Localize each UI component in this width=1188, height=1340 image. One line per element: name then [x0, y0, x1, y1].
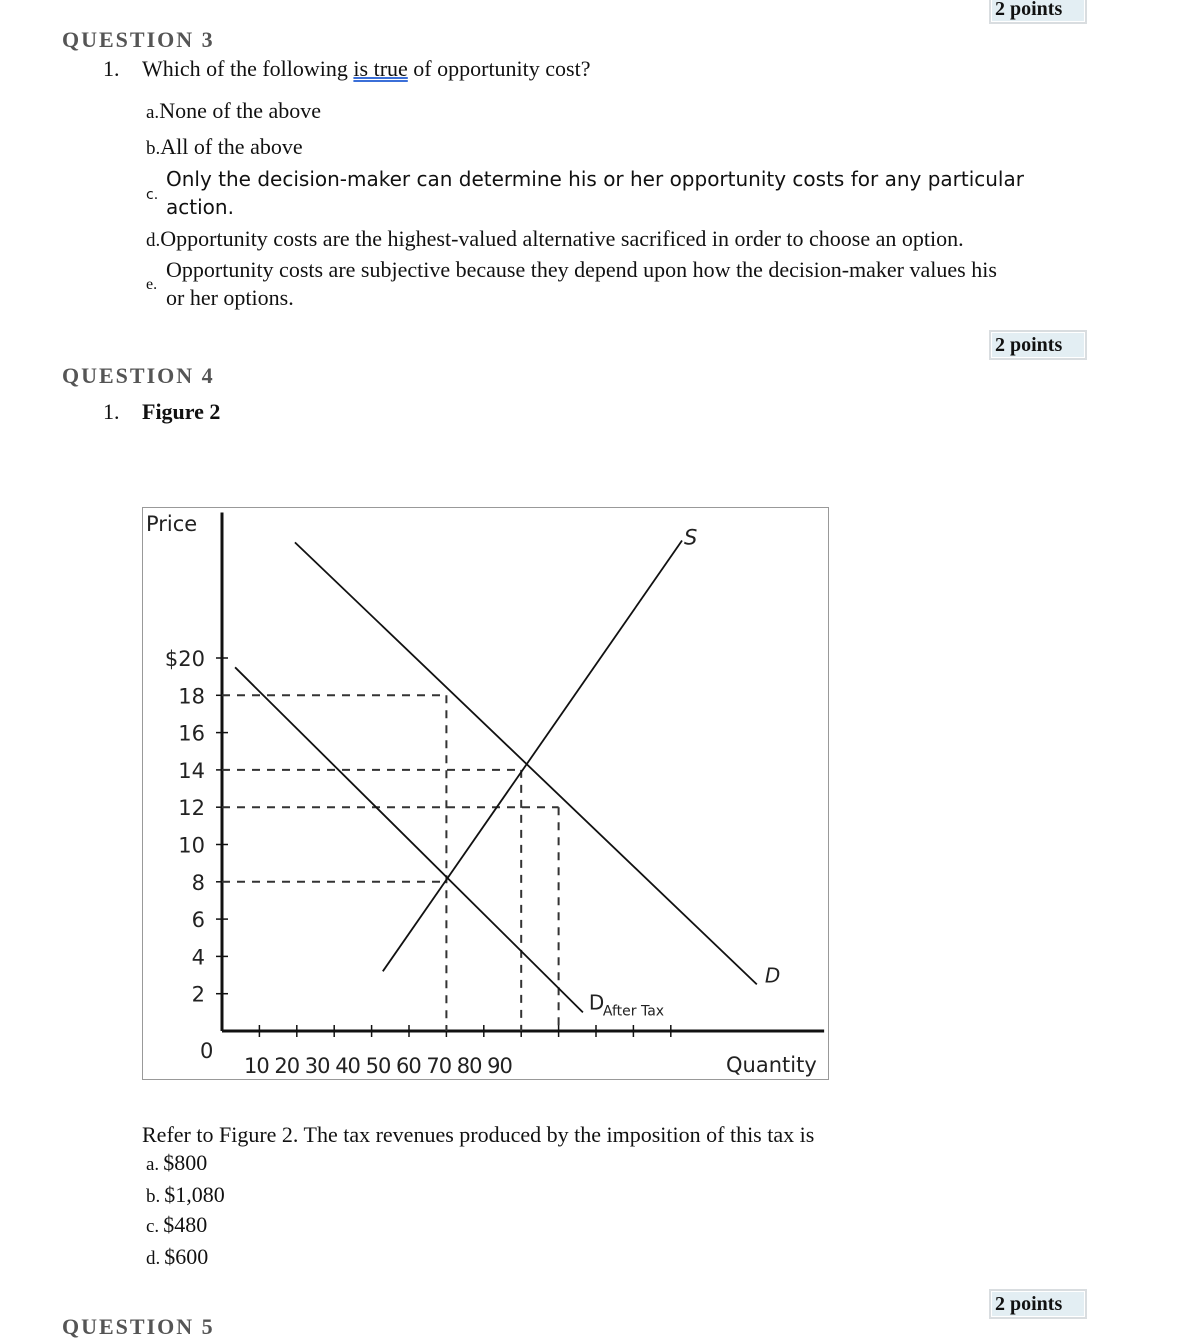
origin-label: 0 — [200, 1039, 214, 1063]
chart-frame — [143, 508, 829, 1080]
y-tick-label: 6 — [191, 908, 205, 933]
option-b[interactable]: b. $1,080 — [146, 1182, 225, 1207]
points-badge: 2 points — [989, 330, 1087, 360]
question-3-heading: QUESTION 3 — [62, 27, 215, 52]
x-tick-labels: 10 20 30 40 50 60 70 80 90 — [244, 1054, 512, 1078]
y-tick-label: $20 — [164, 647, 205, 671]
y-tick-label: 18 — [178, 684, 205, 709]
option-e[interactable]: e. Opportunity costs are subjective because they depend upon how the decision-maker values his or her options. — [146, 257, 997, 310]
y-tick-label: 16 — [178, 721, 205, 746]
spellcheck-underline: is true — [353, 56, 408, 81]
y-tick-label: 2 — [191, 982, 205, 1007]
x-axis-label: Quantity — [726, 1053, 817, 1077]
points-badge: 2 points — [989, 1289, 1087, 1319]
option-c[interactable]: c. $480 — [146, 1212, 208, 1237]
y-tick-label: 10 — [178, 833, 205, 858]
option-d[interactable]: d.Opportunity costs are the highest-valued alternative sacrificed in order to choose an option. — [146, 226, 964, 251]
option-a[interactable]: a. $800 — [146, 1150, 208, 1175]
option-c[interactable]: c. Only the decision-maker can determine his or her opportunity costs for any particular action. — [146, 167, 1024, 219]
option-a[interactable]: a.None of the above — [146, 98, 322, 123]
series-label-sub: After Tax — [602, 1003, 665, 1020]
y-tick-label: 14 — [178, 758, 205, 783]
figure-title: Figure 2 — [142, 399, 221, 424]
y-axis-label: Price — [146, 512, 198, 536]
question-prompt: Which of the following is true of opportunity cost? — [142, 56, 591, 81]
series-label: D — [588, 990, 605, 1015]
question-4-heading: QUESTION 4 — [62, 363, 215, 388]
series-label: D — [764, 963, 781, 988]
points-badge: 2 points — [989, 0, 1087, 24]
question-number: 1. — [103, 56, 120, 81]
y-tick-label: 12 — [178, 796, 205, 821]
question-prompt: Refer to Figure 2. The tax revenues produced by the imposition of this tax is — [142, 1122, 815, 1147]
option-b[interactable]: b.All of the above — [146, 134, 303, 159]
y-tick-label: 4 — [191, 945, 205, 970]
y-tick-label: 8 — [191, 870, 205, 895]
question-number: 1. — [103, 399, 120, 424]
option-d[interactable]: d. $600 — [146, 1244, 209, 1269]
question-5-heading: QUESTION 5 — [62, 1314, 215, 1339]
series-label: S — [684, 525, 698, 550]
